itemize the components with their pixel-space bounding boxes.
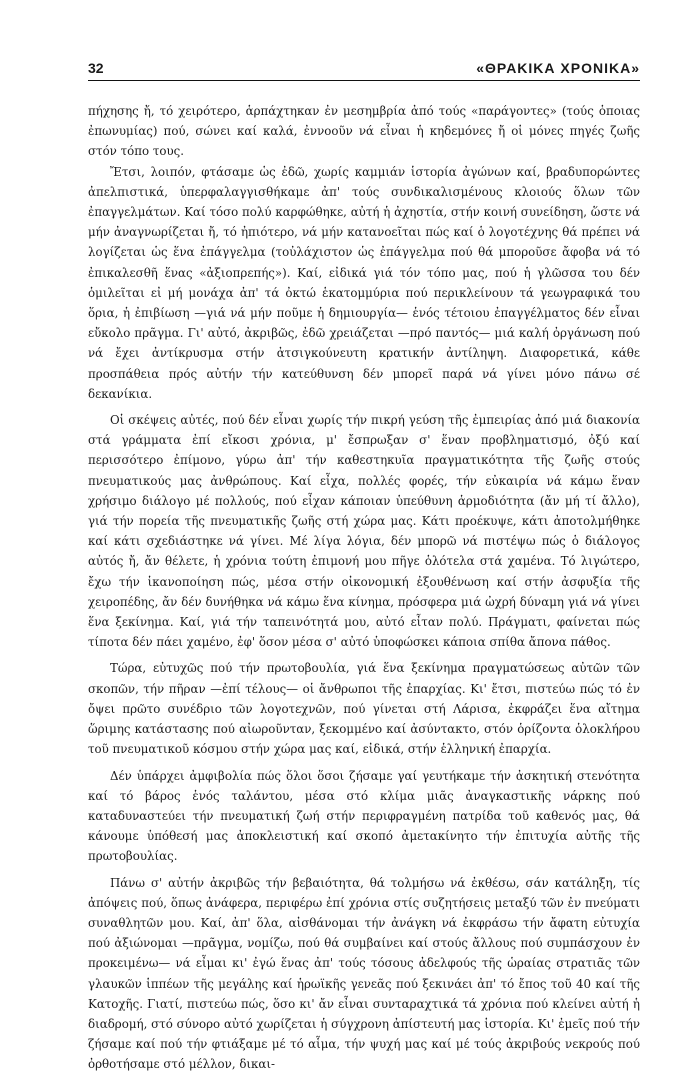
article-body <box>88 101 640 1075</box>
paragraph: πήχησης ἤ, τό χειρότερο, ἁρπάχτηκαν ἐν μεσημβρία ἀπό τούς «παράγοντες» (τούς ὁποιας ἐπωνυμίας) πού, σώνει καί καλά, ἐννοοῦν νά εἶναι ἡ κηδεμόνες ἤ οἱ μόνες πηγές ζωῆς στόν τόπο τους. <box>88 104 640 159</box>
document-page <box>88 60 640 1075</box>
page-header <box>88 60 640 81</box>
running-title: «ΘΡΑΚΙΚΑ ΧΡΟΝΙΚΑ» <box>476 60 640 76</box>
paragraph: Οἱ σκέψεις αὐτές, πού δέν εἶναι χωρίς τήν πικρή γεύση τῆς ἐμπειρίας ἀπό μιά διακονία στά γράμματα ἐπί εἴκοσι χρόνια, μ' ἔσπρωξαν σ' ἕναν προβληματισμό, ὀξύ καί περισσότερο ἐπίμονο, γύρω ἀπ' τήν καθεστηκυῖα πραγματικότητα τῆς ζωῆς στούς πνευματικούς μας ἀνθρώπους. Καί εἶχα, πολλές φορές, τήν εὐκαιρία νά κάμω ἕναν χρήσιμο διάλογο μέ πολλούς, πού εἶχαν κάποιαν ὑπεύθυνη ἁρμοδιότητα (ἄν μή τί ἄλλο), γιά τήν πορεία τῆς πνευματικῆς ζωῆς στή χώρα μας. Κάτι προέκυψε, κάτι ἀποτολμήθηκε καί κάτι σχεδιάστηκε νά γίνει. Μέ λίγα λόγια, δέν μπορῶ νά πιστέψω πώς ὁ διάλογος αὐτός ἤ, ἄν θέλετε, ἡ χρόνια τούτη ἐπιμονή μου πῆγε ὁλότελα στά χαμένα. Τό λιγώτερο, ἔχω τήν ἱκανοποίηση πώς, μέσα στήν οἰκονομική ἐξουθένωση καί στήν ἀσφυξία τῆς χειροπέδης, ἄν δέν δυνήθηκα νά κάμω ἕνα κίνημα, πρόσφερα μιά ὠχρή δύναμη γιά νά γίνει ἕνα ξεκίνημα. Καί, γιά τήν ταπεινότητά μου, αὐτό εἶταν πολύ. Πράγματι, φαίνεται πώς τίποτα δέν πάει χαμένο, ἐφ' ὅσον μέσα σ' αὐτό ὑποφώσκει κάποια σπίθα ἄπονα πάθος. <box>88 413 640 650</box>
paragraph: Δέν ὑπάρχει ἀμφιβολία πώς ὅλοι ὅσοι ζήσαμε γαί γευτήκαμε τήν ἀσκητική στενότητα καί τό βάρος ἑνός ταλάντου, μέσα στό κλίμα μιᾶς ἀναγκαστικῆς νάρκης πού καταδυναστεύει τήν πνευματική ζωή στήν περιφραγμένη πατρίδα τοῦ καθενός μας, θά κάνουμε ὑπόθεσή μας ἀποκλειστική καί σκοπό ἀμετακίνητο τήν ἐπιτυχία αὐτῆς τῆς πρωτοβουλίας. <box>88 768 640 864</box>
paragraph: Τώρα, εὐτυχῶς πού τήν πρωτοβουλία, γιά ἕνα ξεκίνημα πραγματώσεως αὐτῶν τῶν σκοπῶν, τήν πῆραν —ἐπί τέλους— οἱ ἄνθρωποι τῆς ἐπαρχίας. Κι' ἔτσι, πιστεύω πώς τό ἐν ὄψει πρῶτο συνέδριο τῶν λογοτεχνῶν, πού γίνεται στή Λάρισα, ἐκφράζει ἕνα αἴτημα ὥριμης κατάστασης πού αἰωροῦνταν, ξεκομμένο καί ἀσύντακτο, στόν ὁρίζοντα ὁλοκλήρου τοῦ πνευματικοῦ κόσμου στήν χώρα μας καί, εἰδικά, στήν ἑλληνική ἐπαρχία. <box>88 661 640 757</box>
paragraph: Πάνω σ' αὐτήν ἀκριβῶς τήν βεβαιότητα, θά τολμήσω νά ἐκθέσω, σάν κατάληξη, τίς ἀπόψεις πού, ὅπως ἀνάφερα, περιφέρω ἐπί χρόνια στίς συζητήσεις μεταξύ τῶν ἐν πνεύματι συναθλητῶν μου. Καί, ἀπ' ὅλα, αἰσθάνομαι τήν ἀνάγκη νά ἐκφράσω τήν ἄφατη εὐτυχία πού ἀξιώνομαι —πρᾶγμα, νομίζω, πού θά συμβαίνει καί στούς ἄλλους πού συμπάσχουν ἐν προκειμένω— νά εἶμαι κι' ἐγώ ἕνας ἀπ' τούς τόσους ἀδελφούς τῆς ὡραίας στρατιᾶς τῶν γλαυκῶν ἱππέων τῆς μεγάλης καί ἡρωϊκῆς γενεᾶς πού ξεκινάει ἀπ' τό ἔπος τοῦ 40 καί τῆς Κατοχῆς. Γιατί, πιστεύω πώς, ὅσο κι' ἄν εἶναι συνταραχτικά τά χρόνια πού κλείνει αὐτή ἡ διαδρομή, στό σύνορο αὐτό χωρίζεται ἡ σύγχρονη ἀπίστευτή μας ἱστορία. Κι' ἐμεῖς πού τήν ζήσαμε καί πού τήν φτιάξαμε μέ τό αἷμα, τήν ψυχή μας καί μέ τούς ἀκριβούς νεκρούς πού ὀρθοτήσαμε στό μέλλον, δικαι- <box>88 875 640 1072</box>
paragraph: Ἔτσι, λοιπόν, φτάσαμε ὡς ἐδῶ, χωρίς καμμιάν ἱστορία ἀγώνων καί, βραδυπορώντες ἀπελπιστικά, ὑπερφαλαγγισθήκαμε ἀπ' τούς συνδικαλισμένους κλοιούς ὅλων τῶν ἐπαγγελμάτων. Καί τόσο πολύ καρφώθηκε, αὐτή ἡ ἀχηστία, στήν κοινή συνείδηση, ὥστε νά μήν ἀναγνωρίζεται ἤ, τό ἠπιότερο, νά μήν κατανοεῖται πώς καί ὁ λογοτέχνης θά πρέπει νά λογίζεται ὡς ἕνα ἐπάγγελμα (τοὐλάχιστον ὡς ἐπάγγελμα πού θά μποροῦσε ἄφοβα νά τό ἐπικαλεσθῆ ἕνας «ἀξιοπρεπής»). Καί, εἰδικά γιά τόν τόπο μας, πού ἡ γλῶσσα του δέν ὁμιλεῖται εἰ μή μονάχα ἀπ' τά ὀκτώ ἑκατομμύρια πού περικλείνουν τά γεωγραφικά του ὅρια, ἡ ἐπιβίωση —γιά νά μήν ποῦμε ἡ δημιουργία— ἑνός τέτοιου ἐπαγγέλματος δέν εἶναι εὔκολο πρᾶγμα. Γι' αὐτό, ἀκριβῶς, ἐδῶ χρειάζεται —πρό παντός— μιά καλή ὀργάνωση πού νά ἔχει ἀντίκρυσμα στήν ἀτσιγκούνευτη κρατικήν ἀντίληψη. Διαφορετικά, κάθε προσπάθεια πρός αὐτήν τήν κατεύθυνση δέν μπορεῖ παρά νά γίνει μόνο πάνω σέ δεκανίκια. <box>88 164 640 401</box>
page-number: 32 <box>88 60 104 76</box>
